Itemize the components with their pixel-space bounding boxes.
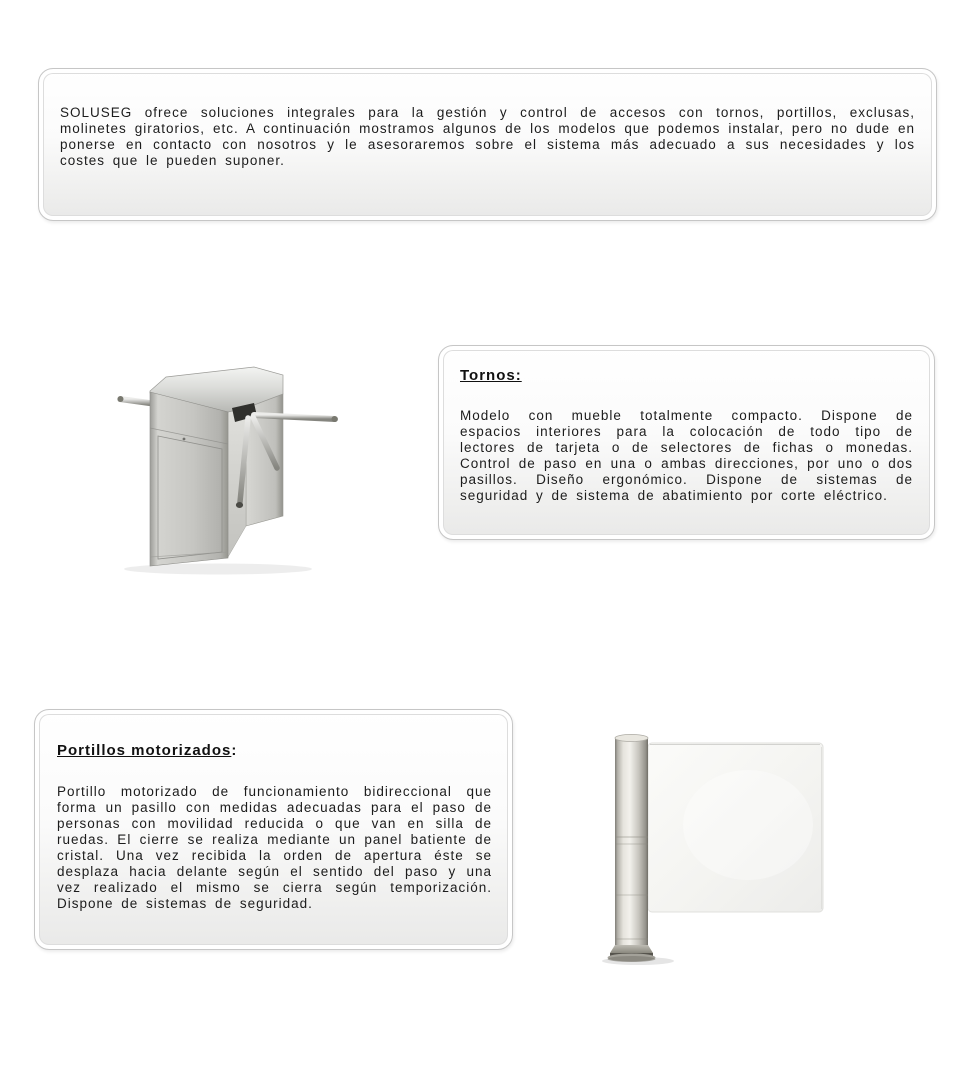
portillos-card [34,709,513,950]
intro-card [38,68,937,221]
portillos-heading-colon: : [231,742,238,759]
tornos-card [438,345,935,540]
swing-gate-illustration [598,725,838,967]
portillos-heading [57,742,492,760]
tornos-heading-text: Tornos: [460,367,522,384]
swing-gate-image [598,725,838,967]
tornos-heading [460,367,913,385]
tripod-turnstile-image [106,358,346,580]
portillos-heading-text: Portillos motorizados [57,742,232,759]
intro-text: SOLUSEG ofrece soluciones integrales para la gestión y control de accesos con tornos, portillos, exclusas, molinetes giratorios, etc. A continuación mostramos algunos de los modelos que podemos instalar, pero no dude en ponerse en contacto con nosotros y le asesoraremos sobre el sistema más adecuado a sus necesidades y los costes que le pueden suponer. [60,105,915,168]
tripod-turnstile-illustration [106,358,346,580]
portillos-text: Portillo motorizado de funcionamiento bidireccional que forma un pasillo con medidas adecuadas para el paso de personas con movilidad reducida o que van en silla de ruedas. El cierre se realiza mediante un panel batiente de cristal. Una vez recibida la orden de apertura éste se desplaza hacia delante según el sentido del paso y una vez realizado el mismo se cierra según temporización. Dispone de sistemas de seguridad. [57,784,492,911]
tornos-text: Modelo con mueble totalmente compacto. Dispone de espacios interiores para la colocación de todo tipo de lectores de tarjeta o de selectores de fichas o monedas. Control de paso en una o ambas direcciones, por uno o dos pasillos. Diseño ergonómico. Dispone de sistemas de seguridad y de sistema de abatimiento por corte eléctrico. [460,408,913,503]
